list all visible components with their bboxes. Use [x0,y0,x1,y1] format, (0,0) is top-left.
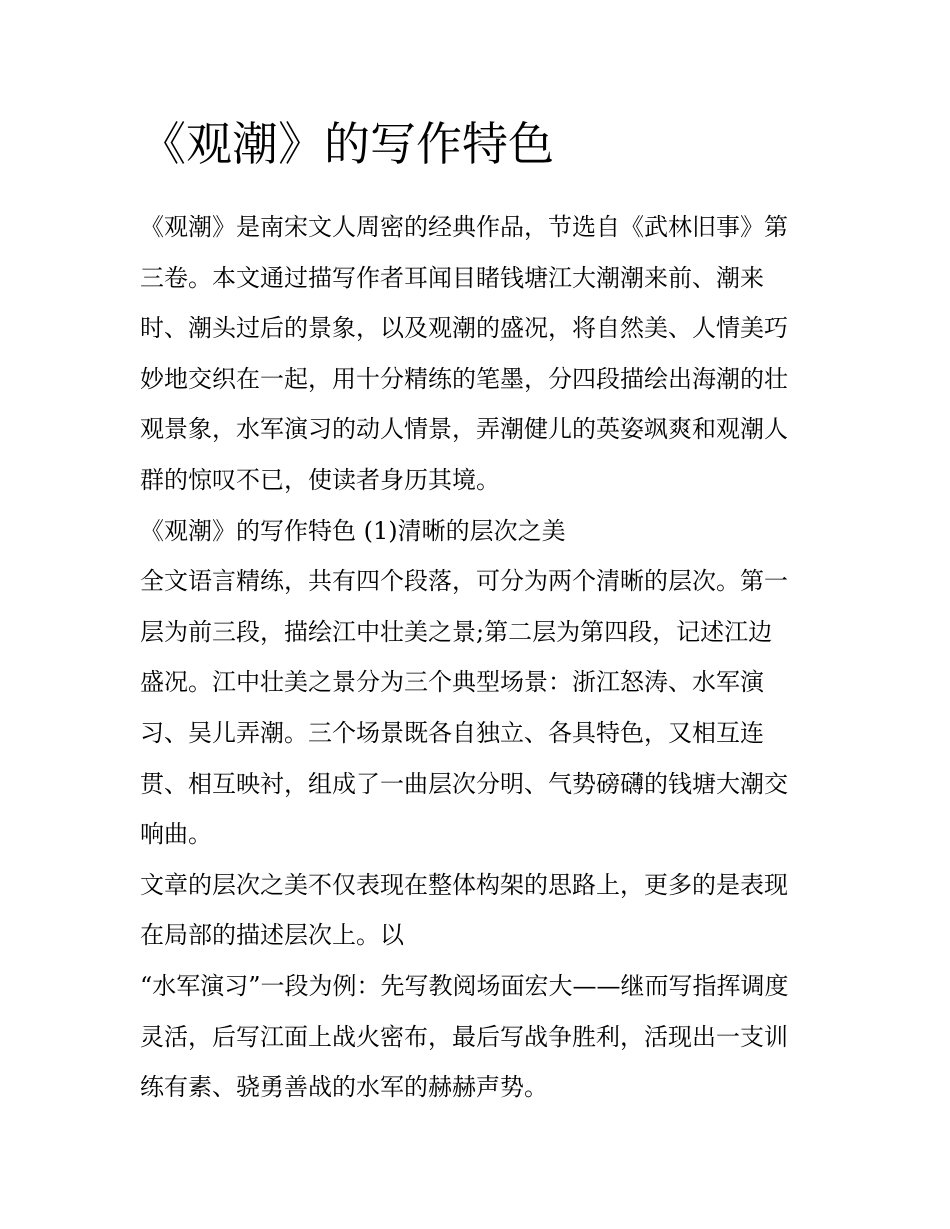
text-line: 时、潮头过后的景象，以及观潮的盛况，将自然美、人情美巧 [140,314,788,343]
text-line: 观景象，水军演习的动人情景，弄潮健儿的英姿飒爽和观潮人 [140,415,788,444]
text-line: 全文语言精练，共有四个段落，可分为两个清晰的层次。第一 [140,567,788,596]
text-line: 灵活，后写江面上战火密布，最后写战争胜利，活现出一支训 [140,1022,788,1051]
text-line: 文章的层次之美不仅表现在整体构架的思路上，更多的是表现 [140,870,788,899]
text-line: 层为前三段，描绘江中壮美之景;第二层为第四段，记述江边 [140,617,773,646]
text-line: 响曲。 [140,820,212,849]
section-heading: 《观潮》的写作特色 (1)清晰的层次之美 [140,516,566,545]
text-line: 群的惊叹不已，使读者身历其境。 [140,465,500,494]
document-body [140,202,812,1113]
text-line: 盛况。江中壮美之景分为三个典型场景：浙江怒涛、水军演 [140,668,764,697]
text-line: 妙地交织在一起，用十分精练的笔墨，分四段描绘出海潮的壮 [140,364,788,393]
text-line: 《观潮》是南宋文人周密的经典作品，节选自《武林旧事》第 [140,213,788,241]
text-line: 贯、相互映衬，组成了一曲层次分明、气势磅礴的钱塘大潮交 [140,769,788,798]
text-line: 练有素、骁勇善战的水军的赫赫声势。 [140,1073,548,1102]
text-line: 习、吴儿弄潮。三个场景既各自独立、各具特色，又相互连 [140,718,764,747]
text-line: 三卷。本文通过描写作者耳闻目睹钱塘江大潮潮来前、潮来 [140,263,764,292]
text-line: 在局部的描述层次上。以 [140,921,404,950]
text-line: “水军演习”一段为例：先写教阅场面宏大——继而写指挥调度 [140,971,789,1000]
document-title: 《观潮》的写作特色 [140,117,554,171]
